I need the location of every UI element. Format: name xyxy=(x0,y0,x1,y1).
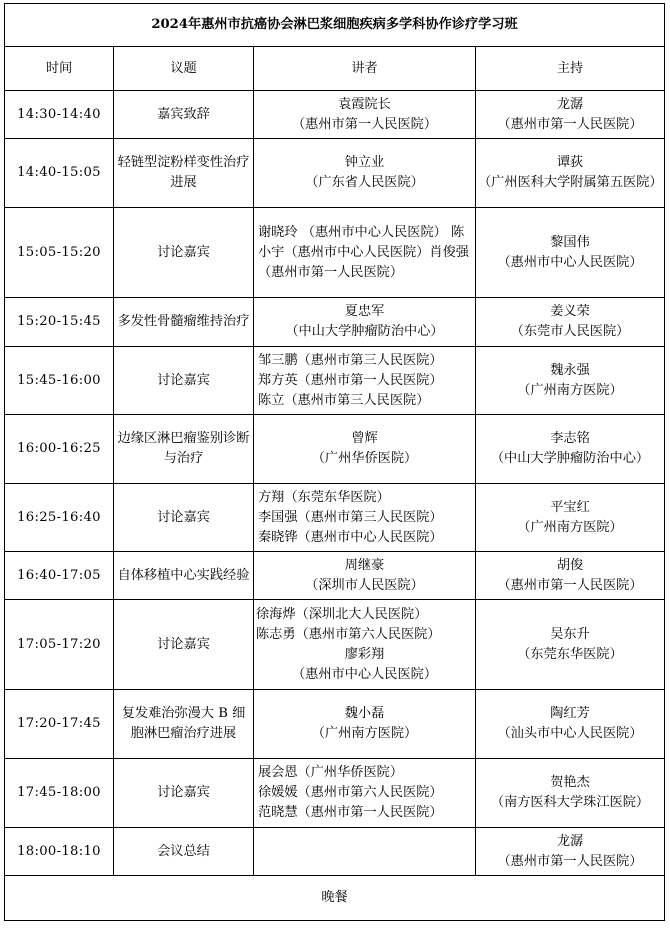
host-line: 姜义荣 xyxy=(550,304,590,319)
header-topic: 议题 xyxy=(114,47,254,91)
session-host xyxy=(476,139,665,208)
speaker-line: 陈立（惠州市第三人民医院） xyxy=(258,392,430,408)
session-host xyxy=(476,690,665,759)
session-topic: 自体移植中心实践经验 xyxy=(114,552,254,600)
speaker-line: （中山大学肿瘤防治中心） xyxy=(285,324,444,339)
speaker-line: 廖彩翔 xyxy=(344,646,385,662)
speaker-line: 展会恩（广州华侨医院） xyxy=(258,765,404,780)
session-topic: 嘉宾致辞 xyxy=(114,91,254,139)
session-host xyxy=(476,208,665,298)
table-row xyxy=(5,139,665,208)
table-row xyxy=(5,600,665,690)
speaker-line: 秦晓铧（惠州市中心人民医院） xyxy=(258,529,443,545)
speaker-line: 曾辉 xyxy=(351,431,378,446)
session-topic: 讨论嘉宾 xyxy=(114,600,254,690)
speaker-line: 袁霞院长 xyxy=(338,96,391,112)
session-speaker xyxy=(254,690,476,759)
speaker-line: （广州南方医院） xyxy=(311,726,418,741)
session-topic: 讨论嘉宾 xyxy=(114,208,254,298)
header-row xyxy=(5,47,665,91)
speaker-line: 邹三鹏（惠州市第三人民医院） xyxy=(258,352,443,368)
table-row xyxy=(5,484,665,552)
session-topic: 讨论嘉宾 xyxy=(114,484,254,552)
table-row xyxy=(5,690,665,759)
speaker-line: 陈志勇（惠州市第六人民医院） xyxy=(256,626,441,642)
host-line: 魏永强 xyxy=(550,362,590,378)
session-time: 15:20-15:45 xyxy=(5,298,114,347)
session-speaker xyxy=(254,552,476,600)
speaker-line: （广东省人民医院） xyxy=(305,175,424,190)
session-topic: 讨论嘉宾 xyxy=(114,759,254,828)
session-time: 15:05-15:20 xyxy=(5,208,114,298)
session-speaker xyxy=(254,139,476,208)
session-topic: 复发难治弥漫大 B 细胞淋巴瘤治疗进展 xyxy=(114,690,254,759)
session-speaker xyxy=(254,91,476,139)
host-line: 谭荻 xyxy=(556,155,584,170)
session-host xyxy=(476,828,665,876)
header-host: 主持 xyxy=(476,47,665,91)
session-speaker xyxy=(254,347,476,415)
host-line: （惠州市中心人民医院） xyxy=(497,254,643,270)
host-line: （东莞市人民医院） xyxy=(510,324,630,339)
speaker-line: 徐海烨（深圳北大人民医院） xyxy=(256,606,428,622)
speaker-line: 谢晓玲 （惠州市中心人民医院） 陈小宇（惠州市中心人民医院）肖俊强（惠州市第一人民医院） xyxy=(258,224,469,280)
session-speaker xyxy=(254,600,476,690)
session-speaker xyxy=(254,759,476,828)
speaker-line: 范晓慧（惠州市第一人民医院） xyxy=(258,805,443,820)
footer-row xyxy=(5,876,665,921)
host-line: （南方医科大学珠江医院） xyxy=(490,795,650,810)
session-time: 14:30-14:40 xyxy=(5,91,114,139)
speaker-line: 徐媛媛（惠州市第六人民医院） xyxy=(258,785,443,800)
host-line: （惠州市第一人民医院） xyxy=(497,577,643,593)
schedule-table xyxy=(4,3,665,921)
host-line: 陶红芳 xyxy=(550,706,590,721)
speaker-line: （广州华侨医院） xyxy=(311,451,418,466)
speaker-line: 夏忠军 xyxy=(344,304,385,319)
host-line: （惠州市第一人民医院） xyxy=(497,853,643,869)
host-line: 李志铭 xyxy=(550,431,590,446)
host-line: 黎国伟 xyxy=(550,234,590,250)
session-host xyxy=(476,600,665,690)
session-time: 17:05-17:20 xyxy=(5,600,114,690)
session-topic: 讨论嘉宾 xyxy=(114,347,254,415)
speaker-line: （深圳市人民医院） xyxy=(305,577,424,593)
session-speaker xyxy=(254,484,476,552)
host-line: 吴东升 xyxy=(550,626,590,642)
session-time: 16:00-16:25 xyxy=(5,415,114,484)
session-time: 16:40-17:05 xyxy=(5,552,114,600)
speaker-line: （惠州市第一人民医院） xyxy=(291,116,438,132)
host-line: 贺艳杰 xyxy=(550,775,590,790)
speaker-line: （惠州市中心人民医院） xyxy=(291,666,438,682)
session-topic: 多发性骨髓瘤维持治疗 xyxy=(114,298,254,347)
dinner-note: 晚餐 xyxy=(5,876,665,921)
speaker-line: 魏小磊 xyxy=(344,706,385,721)
session-speaker xyxy=(254,298,476,347)
session-host xyxy=(476,484,665,552)
session-time: 15:45-16:00 xyxy=(5,347,114,415)
table-row xyxy=(5,828,665,876)
table-row xyxy=(5,759,665,828)
page-title: 2024年惠州市抗癌协会淋巴浆细胞疾病多学科协作诊疗学习班 xyxy=(5,4,665,47)
table-row xyxy=(5,208,665,298)
session-topic: 边缘区淋巴瘤鉴别诊断与治疗 xyxy=(114,415,254,484)
table-row xyxy=(5,347,665,415)
host-line: （广州医科大学附属第五医院） xyxy=(478,175,663,190)
host-line: 龙潺 xyxy=(556,833,584,849)
session-host xyxy=(476,552,665,600)
session-host xyxy=(476,415,665,484)
session-host xyxy=(476,298,665,347)
speaker-line: 周继豪 xyxy=(344,557,385,573)
session-time: 17:20-17:45 xyxy=(5,690,114,759)
session-host xyxy=(476,347,665,415)
header-time: 时间 xyxy=(5,47,114,91)
session-speaker xyxy=(254,415,476,484)
speaker-line: 李国强（惠州市第三人民医院） xyxy=(258,509,443,525)
host-line: 平宝红 xyxy=(550,499,590,515)
session-time: 18:00-18:10 xyxy=(5,828,114,876)
table-row xyxy=(5,298,665,347)
host-line: 胡俊 xyxy=(556,557,584,573)
host-line: （广州南方医院） xyxy=(517,382,623,398)
session-time: 16:25-16:40 xyxy=(5,484,114,552)
table-row xyxy=(5,91,665,139)
title-row xyxy=(5,4,665,47)
table-row xyxy=(5,415,665,484)
speaker-line: 方翔（东莞东华医院） xyxy=(258,489,390,505)
speaker-line: 钟立业 xyxy=(344,155,385,170)
session-time: 17:45-18:00 xyxy=(5,759,114,828)
header-speaker: 讲者 xyxy=(254,47,476,91)
speaker-line: 郑方英（惠州市第一人民医院） xyxy=(258,372,443,388)
host-line: （广州南方医院） xyxy=(517,519,623,535)
host-line: （惠州市第一人民医院） xyxy=(497,116,643,132)
table-row xyxy=(5,552,665,600)
session-time: 14:40-15:05 xyxy=(5,139,114,208)
host-line: 龙潺 xyxy=(556,96,584,112)
host-line: （中山大学肿瘤防治中心） xyxy=(490,451,650,466)
host-line: （东莞东华医院） xyxy=(517,646,623,662)
host-line: （汕头市中心人民医院） xyxy=(497,726,643,741)
session-host xyxy=(476,759,665,828)
session-topic: 会议总结 xyxy=(114,828,254,876)
session-speaker xyxy=(254,208,476,298)
session-speaker xyxy=(254,828,476,876)
session-host xyxy=(476,91,665,139)
session-topic: 轻链型淀粉样变性治疗进展 xyxy=(114,139,254,208)
